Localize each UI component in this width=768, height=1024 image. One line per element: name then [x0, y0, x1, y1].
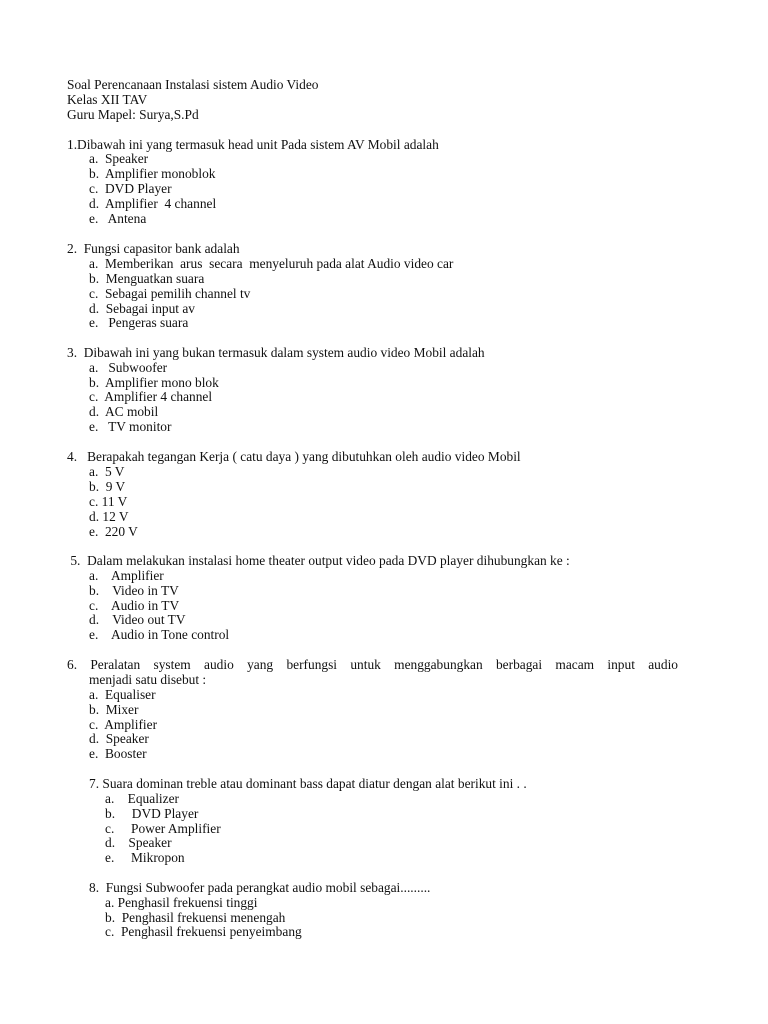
option-2e: e. Pengeras suara — [89, 315, 189, 330]
option-4c: c. 11 V — [89, 494, 128, 509]
option-7a: a. Equalizer — [105, 791, 179, 806]
option-7b: b. DVD Player — [105, 806, 199, 821]
question-3: 3. Dibawah ini yang bukan termasuk dalam system audio video Mobil adalah — [67, 345, 485, 360]
question-1: 1.Dibawah ini yang termasuk head unit Pada sistem AV Mobil adalah — [67, 137, 439, 152]
option-3e: e. TV monitor — [89, 419, 172, 434]
option-3b: b. Amplifier mono blok — [89, 375, 219, 390]
option-1a: a. Speaker — [89, 151, 149, 166]
option-3c: c. Amplifier 4 channel — [89, 389, 213, 404]
teacher-label: Guru Mapel: Surya,S.Pd — [67, 107, 199, 122]
option-6c: c. Amplifier — [89, 717, 158, 732]
option-4d: d. 12 V — [89, 509, 129, 524]
class-label: Kelas XII TAV — [67, 92, 148, 107]
question-8: 8. Fungsi Subwoofer pada perangkat audio mobil sebagai......... — [89, 880, 431, 895]
option-1d: d. Amplifier 4 channel — [89, 196, 217, 211]
question-2: 2. Fungsi capasitor bank adalah — [67, 241, 240, 256]
question-5: 5. Dalam melakukan instalasi home theater output video pada DVD player dihubungkan ke : — [67, 553, 570, 568]
option-8b: b. Penghasil frekuensi menengah — [105, 910, 286, 925]
question-6-continued: menjadi satu disebut : — [89, 672, 207, 687]
option-1c: c. DVD Player — [89, 181, 172, 196]
option-3d: d. AC mobil — [89, 404, 159, 419]
question-6: 6. Peralatan system audio yang berfungsi untuk menggabungkan berbagai macam input audio — [67, 657, 678, 672]
option-8c: c. Penghasil frekuensi penyeimbang — [105, 924, 302, 939]
option-1b: b. Amplifier monoblok — [89, 166, 216, 181]
document-title: Soal Perencanaan Instalasi sistem Audio Video — [67, 77, 319, 92]
option-4e: e. 220 V — [89, 524, 138, 539]
option-7c: c. Power Amplifier — [105, 821, 221, 836]
option-5d: d. Video out TV — [89, 612, 186, 627]
option-2c: c. Sebagai pemilih channel tv — [89, 286, 251, 301]
option-2d: d. Sebagai input av — [89, 301, 195, 316]
option-1e: e. Antena — [89, 211, 147, 226]
option-3a: a. Subwoofer — [89, 360, 168, 375]
option-5c: c. Audio in TV — [89, 598, 180, 613]
option-4b: b. 9 V — [89, 479, 126, 494]
option-6a: a. Equaliser — [89, 687, 156, 702]
option-6b: b. Mixer — [89, 702, 139, 717]
option-8a: a. Penghasil frekuensi tinggi — [105, 895, 258, 910]
option-2b: b. Menguatkan suara — [89, 271, 205, 286]
option-6e: e. Booster — [89, 746, 147, 761]
option-4a: a. 5 V — [89, 464, 125, 479]
question-4: 4. Berapakah tegangan Kerja ( catu daya ) yang dibutuhkan oleh audio video Mobil — [67, 449, 521, 464]
option-5a: a. Amplifier — [89, 568, 164, 583]
option-7e: e. Mikropon — [105, 850, 185, 865]
question-7: 7. Suara dominan treble atau dominant bass dapat diatur dengan alat berikut ini . . — [89, 776, 527, 791]
option-6d: d. Speaker — [89, 731, 149, 746]
option-5b: b. Video in TV — [89, 583, 179, 598]
option-7d: d. Speaker — [105, 835, 172, 850]
option-2a: a. Memberikan arus secara menyeluruh pada alat Audio video car — [89, 256, 454, 271]
option-5e: e. Audio in Tone control — [89, 627, 230, 642]
